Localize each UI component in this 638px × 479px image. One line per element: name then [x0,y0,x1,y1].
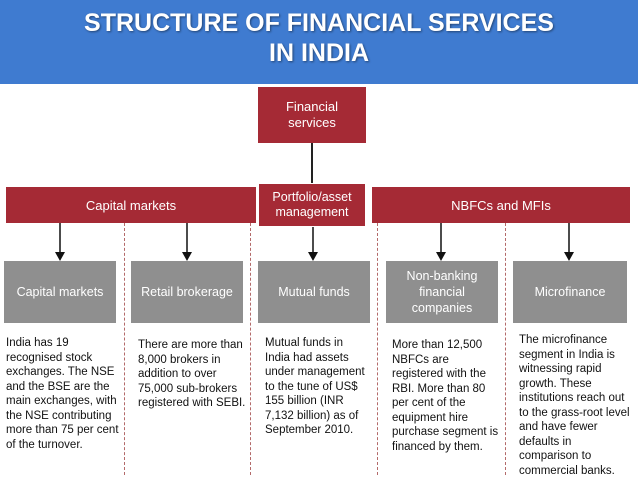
arrowhead-icon [55,252,65,261]
sub-non-banking-label: Non-banking financial companies [406,269,478,315]
sub-capital-markets [4,261,116,323]
root-node-label: Financial services [285,99,339,130]
arrowhead-icon [564,252,574,261]
arrowhead-icon [436,252,446,261]
sub-retail-brokerage [131,261,243,323]
desc-retail-brokerage: There are more than 8,000 brokers in addition to over 75,000 sub-brokers registered with SEBI. [138,339,246,409]
desc-capital-markets: India has 19 recognised stock exchanges. The NSE and the BSE are the main exchanges, with the NSE contributing more than 75 per cent of the turnover. [6,337,119,451]
category-nbfcs-label: NBFCs and MFIs [451,197,551,213]
desc-mutual-funds: Mutual funds in India had assets under management to the tune of US$ 155 billion (INR 7,132 billion) as of September 2010. [265,337,365,436]
category-portfolio-label: Portfolio/asset management [272,190,352,219]
sub-retail-brokerage-label: Retail brokerage [141,285,233,299]
arrowhead-icon [308,252,318,261]
sub-capital-markets-label: Capital markets [16,285,104,299]
sub-mutual-funds-label: Mutual funds [278,285,350,299]
arrowhead-icon [182,252,192,261]
desc-non-banking: More than 12,500 NBFCs are registered with the RBI. More than 80 per cent of the equipment hire purchase segment is financed by them. [392,339,499,453]
sub-mutual-funds [258,261,370,323]
sub-non-banking [386,261,498,323]
sub-microfinance-label: Microfinance [534,285,606,299]
desc-microfinance: The microfinance segment in India is witnessing rapid growth. These institutions reach out to the grass-root level and have fewer defaults in comparison to commercial banks. [519,334,630,477]
category-capital-markets-label: Capital markets [85,197,177,213]
title-line-2: IN INDIA [269,39,369,67]
sub-microfinance [513,261,627,323]
title-line-1: STRUCTURE OF FINANCIAL SERVICES [84,9,554,37]
